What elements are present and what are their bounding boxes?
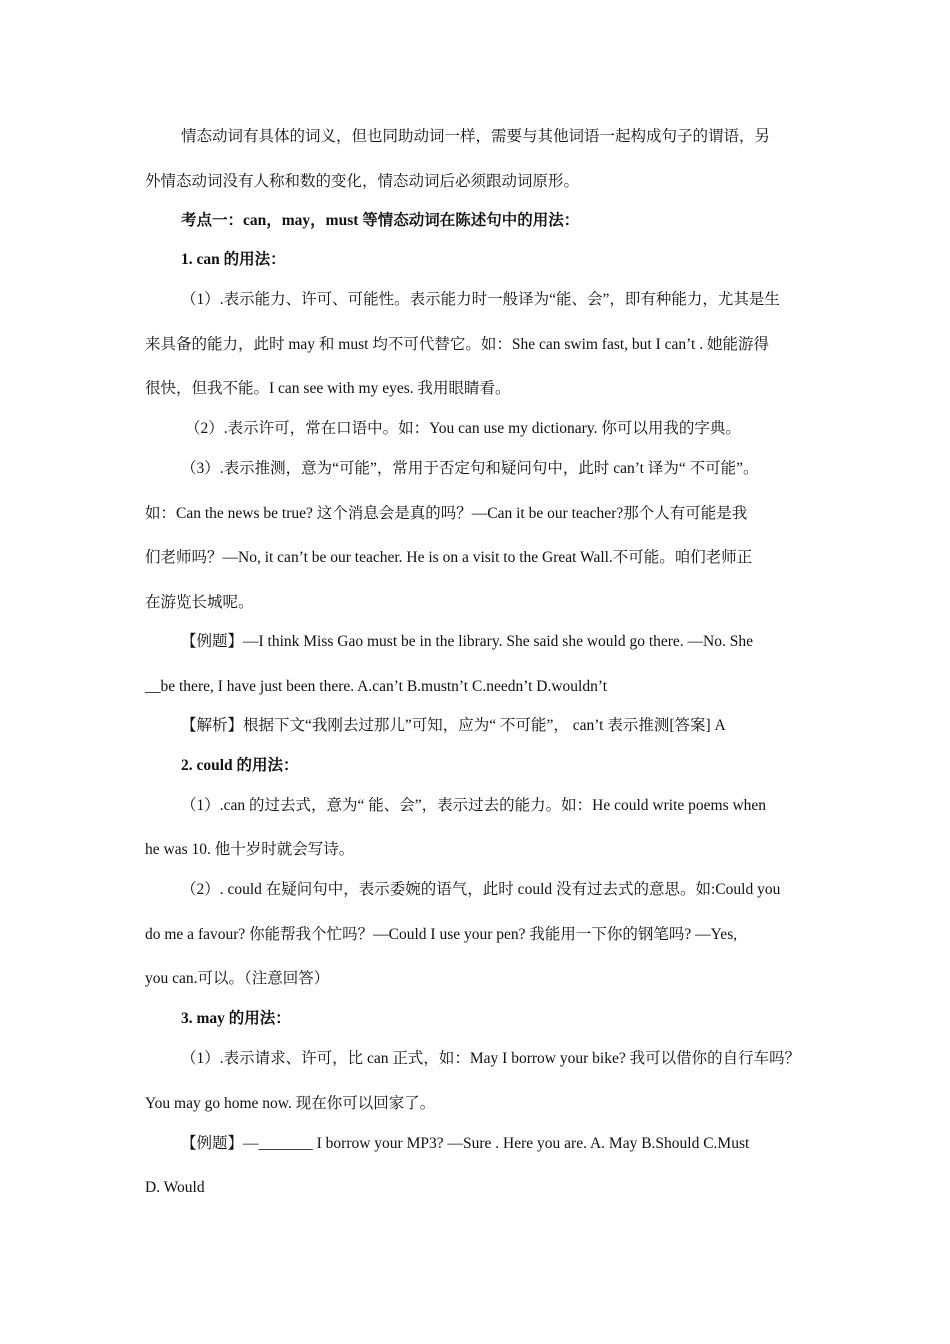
paragraph-line: （2）. could 在疑问句中，表示委婉的语气，此时 could 没有过去式的意思。如:Could you — [181, 881, 781, 898]
paragraph-line: （3）.表示推测，意为“可能”，常用于否定句和疑问句中，此时 can’t 译为“ 不可能”。 — [181, 460, 759, 477]
paragraph-line: 情态动词有具体的词义，但也同助动词一样，需要与其他词语一起构成句子的谓语，另 — [181, 128, 771, 145]
paragraph-line: 来具备的能力，此时 may 和 must 均不可代替它。如：She can swim fast, but I can’t . 她能游得 — [145, 336, 769, 353]
paragraph-line: do me a favour? 你能帮我个忙吗？—Could I use your pen? 我能用一下你的钢笔吗? ―Yes, — [145, 926, 738, 943]
paragraph-line: 如：Can the news be true? 这个消息会是真的吗？—Can it be our teacher?那个人有可能是我 — [145, 505, 748, 522]
example-line: 【例题】—I think Miss Gao must be in the library. She said she would go there. ―No. She — [181, 633, 754, 650]
paragraph-line: 很快，但我不能。I can see with my eyes. 我用眼睛看。 — [145, 380, 511, 397]
section-heading: 考点一：can，may，must 等情态动词在陈述句中的用法： — [181, 212, 580, 229]
paragraph-line: 在游览长城呢。 — [145, 594, 254, 611]
subsection-heading: 1. can 的用法： — [181, 251, 286, 268]
subsection-heading: 2. could 的用法： — [181, 757, 299, 774]
example-line: 【例题】—_______ I borrow your MP3? ―Sure . Here you are. A. May B.Should C.Must — [181, 1135, 750, 1152]
paragraph-line: 们老师吗？—No, it can’t be our teacher. He is on a visit to the Great Wall.不可能。咱们老师正 — [145, 549, 753, 566]
paragraph-line: （1）.can 的过去式，意为“ 能、会”，表示过去的能力。如：He could write poems when — [181, 797, 767, 814]
example-line: D. Would — [145, 1179, 205, 1196]
analysis-line: 【解析】根据下文“我刚去过那儿”可知，应为“ 不可能”， can’t 表示推测[答案] A — [181, 717, 726, 734]
example-line: __be there, I have just been there. A.can’t B.mustn’t C.needn’t D.wouldn’t — [145, 678, 608, 695]
paragraph-line: （1）.表示请求、许可，比 can 正式，如：May I borrow your bike? 我可以借你的自行车吗？ — [181, 1050, 801, 1067]
subsection-heading: 3. may 的用法： — [181, 1010, 291, 1027]
paragraph-line: you can.可以。（注意回答） — [145, 970, 330, 987]
paragraph-line: he was 10. 他十岁时就会写诗。 — [145, 841, 355, 858]
paragraph-line: （2）.表示许可，常在口语中。如：You can use my dictionary. 你可以用我的字典。 — [185, 420, 741, 437]
paragraph-line: 外情态动词没有人称和数的变化，情态动词后必须跟动词原形。 — [145, 173, 580, 190]
paragraph-line: You may go home now. 现在你可以回家了。 — [145, 1095, 436, 1112]
paragraph-line: （1）.表示能力、许可、可能性。表示能力时一般译为“能、会”，即有种能力，尤其是生 — [181, 291, 780, 308]
